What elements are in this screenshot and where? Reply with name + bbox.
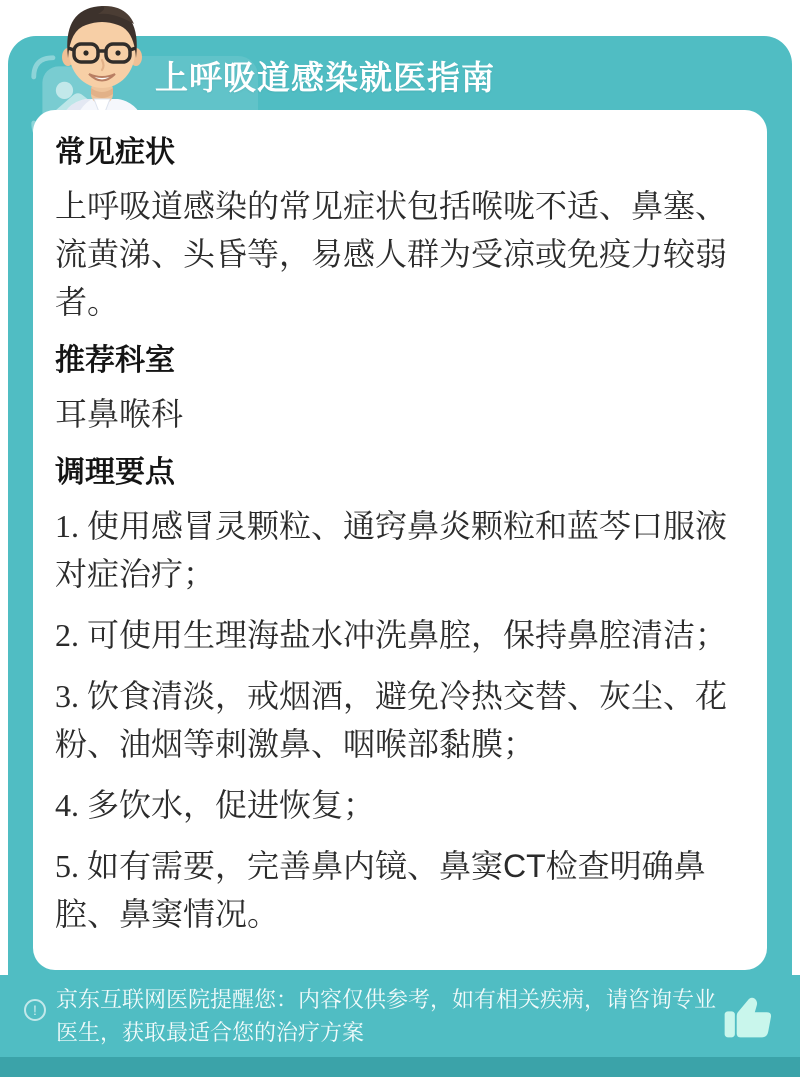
- page-title: 上呼吸道感染就医指南: [155, 59, 495, 96]
- disclaimer-bar: [0, 975, 800, 1057]
- bottom-bar: [0, 1057, 800, 1077]
- care-point-text: 多饮水，促进恢复；: [87, 787, 376, 823]
- care-point-number: 5.: [55, 848, 79, 884]
- care-point-text: 如有需要，完善鼻内镜、鼻窦CT检查明确鼻腔、鼻窦情况。: [55, 848, 706, 932]
- care-point-number: 1.: [55, 508, 79, 544]
- care-point-number: 4.: [55, 787, 79, 823]
- care-point-number: 3.: [55, 678, 79, 714]
- care-point-item: [55, 842, 745, 938]
- department-text: 耳鼻喉科: [55, 396, 184, 432]
- section-heading-symptoms: 常见症状: [55, 136, 175, 169]
- disclaimer-text: 京东互联网医院提醒您：内容仅供参考，如有相关疾病，请咨询专业医生，获取最适合您的治疗方案: [56, 987, 717, 1045]
- symptoms-text: 上呼吸道感染的常见症状包括喉咙不适、鼻塞、流黄涕、头昏等，易感人群为受凉或免疫力较弱者。: [55, 188, 728, 320]
- care-point-item: [55, 611, 745, 659]
- section-heading-care: 调理要点: [55, 456, 175, 489]
- care-point-item: [55, 502, 745, 598]
- care-points-list: [55, 502, 745, 938]
- care-point-text: 饮食清淡，戒烟酒，避免冷热交替、灰尘、花粉、油烟等刺激鼻、咽喉部黏膜；: [55, 678, 728, 762]
- info-exclamation-icon: !: [24, 999, 46, 1021]
- section-heading-department: 推荐科室: [55, 344, 175, 377]
- content-card: [33, 110, 767, 970]
- care-point-item: [55, 672, 745, 768]
- care-point-text: 可使用生理海盐水冲洗鼻腔，保持鼻腔清洁；: [87, 617, 728, 653]
- care-point-number: 2.: [55, 617, 79, 653]
- care-point-item: [55, 781, 745, 829]
- thumbs-up-icon[interactable]: [718, 990, 774, 1042]
- care-point-text: 使用感冒灵颗粒、通窍鼻炎颗粒和蓝芩口服液对症治疗；: [55, 508, 728, 592]
